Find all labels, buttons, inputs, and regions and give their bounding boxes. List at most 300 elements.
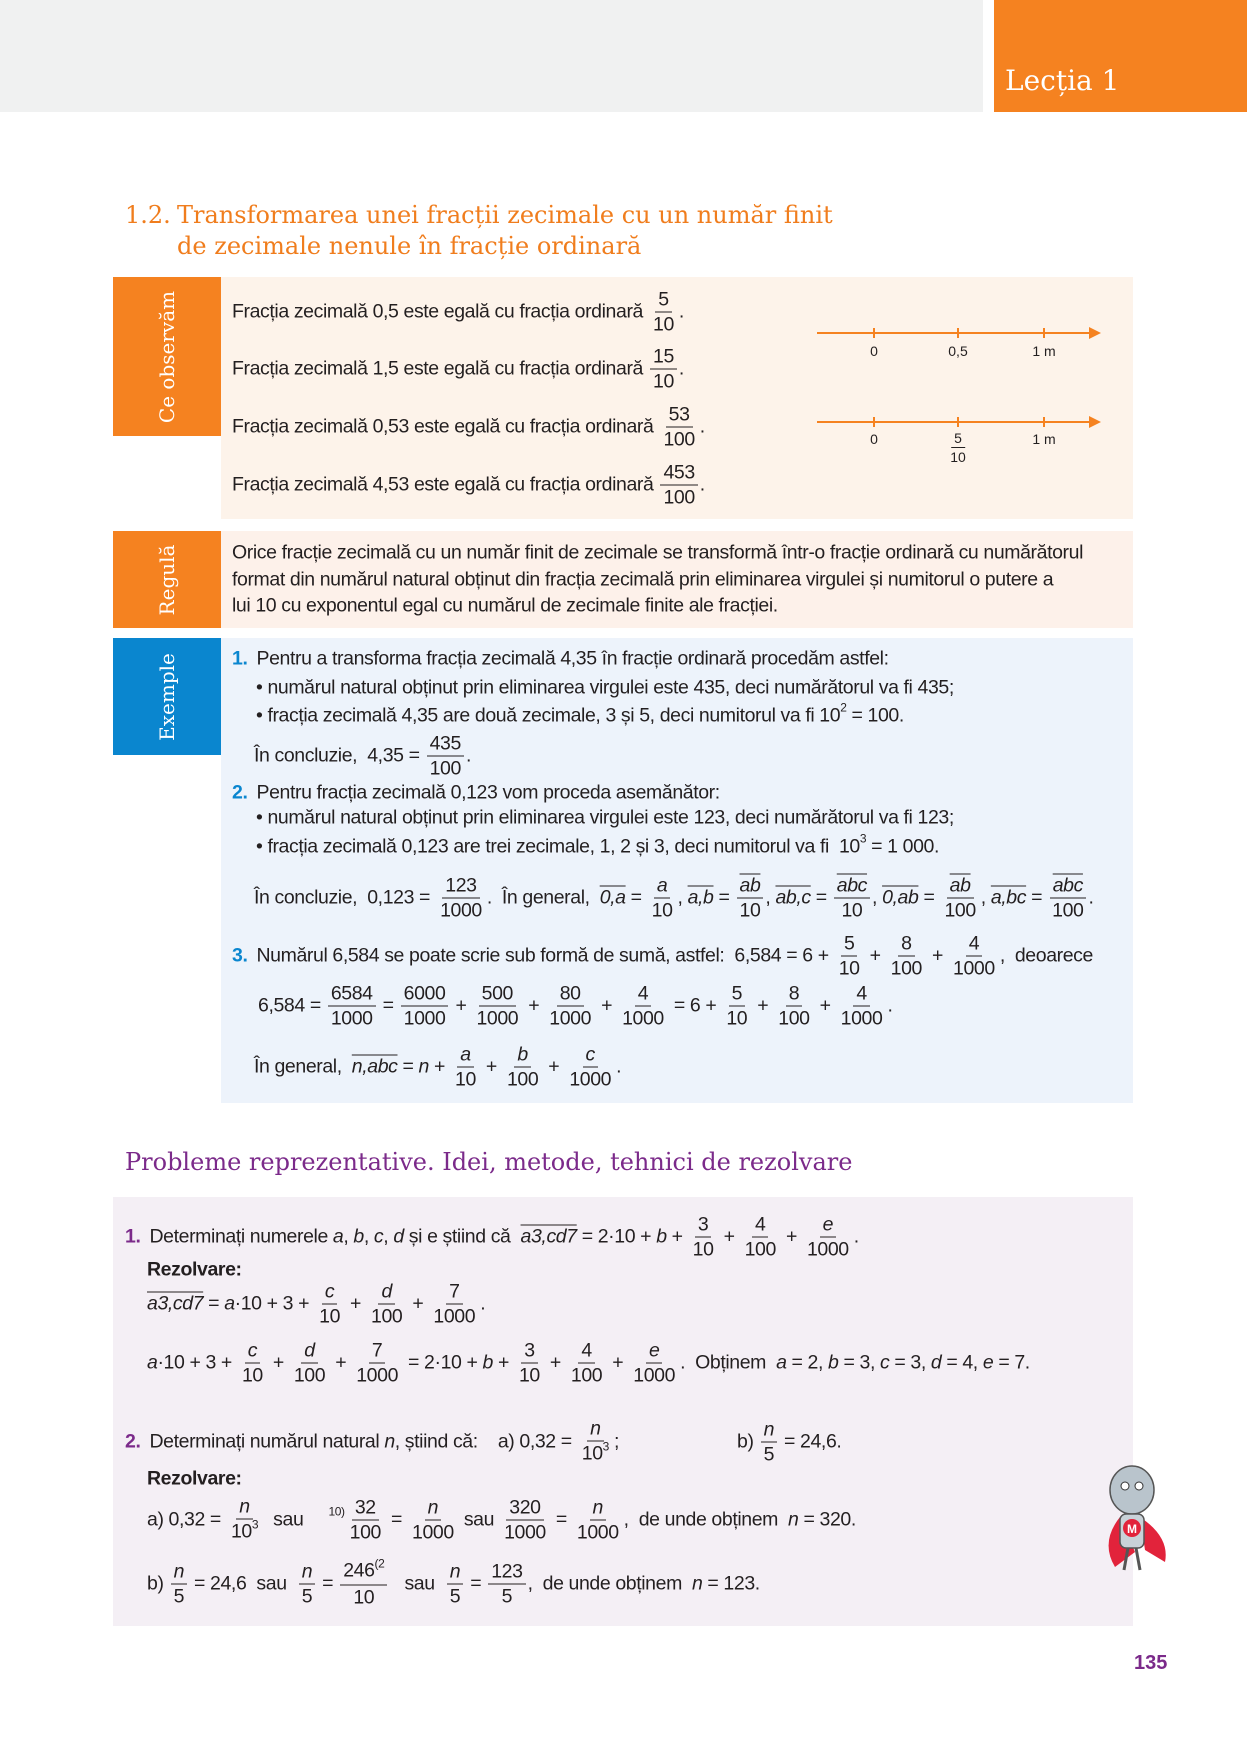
examples-tab <box>113 638 221 755</box>
variable: b <box>828 1351 839 1374</box>
variable: n <box>763 1418 775 1441</box>
text-run: 1000 <box>622 1007 664 1030</box>
text-run: 8 <box>901 932 912 955</box>
text-run: sau <box>458 1508 500 1531</box>
fraction-denominator <box>566 1068 614 1092</box>
fraction-numerator <box>299 1560 315 1585</box>
fraction-numerator <box>488 1560 525 1585</box>
fraction <box>368 1280 405 1329</box>
variable: n <box>691 1572 703 1595</box>
text-run: 10 <box>455 1068 476 1091</box>
number-line-1-label-end: 1 m <box>1032 343 1056 359</box>
fraction-denominator <box>299 1585 315 1609</box>
fraction <box>291 1339 328 1388</box>
text-run: 1000 <box>569 1068 612 1091</box>
variable: n <box>301 1560 313 1583</box>
text-run: 10 <box>518 1364 540 1387</box>
fraction <box>239 1339 266 1388</box>
fraction-numerator <box>425 1496 441 1521</box>
fraction-numerator <box>328 982 376 1007</box>
text-run: = 6 + <box>668 994 722 1017</box>
text-run: Fracția zecimală 1,5 este egală cu fracția ordinară <box>232 357 648 380</box>
examples-tab-label: Exemple <box>155 652 179 741</box>
variable: e <box>648 1339 660 1362</box>
fraction <box>650 345 677 394</box>
fraction <box>737 874 764 923</box>
text-run: = 1 000. <box>866 835 939 858</box>
solution-label: Rezolvare: <box>147 1467 242 1490</box>
text-run: + <box>450 994 472 1017</box>
fraction <box>452 1043 479 1092</box>
fraction <box>804 1213 852 1262</box>
fraction-denominator <box>316 1305 343 1329</box>
fraction-numerator <box>695 1213 711 1238</box>
tick <box>1043 417 1045 427</box>
fraction-denominator <box>737 899 764 923</box>
fraction-denominator <box>630 1364 678 1388</box>
text-run: Fracția zecimală 0,53 este egală cu fracția ordinară <box>232 415 659 438</box>
fraction-numerator <box>660 461 697 486</box>
fraction <box>566 1043 614 1092</box>
text-run: = <box>203 1292 225 1315</box>
text-run: 100 <box>663 486 695 509</box>
text-run: + <box>480 1055 502 1078</box>
fraction-denominator <box>427 757 464 781</box>
fraction-denominator <box>347 1521 384 1545</box>
text-run: + <box>267 1351 289 1374</box>
text-run: 1000 <box>412 1521 454 1544</box>
item-number: 2. <box>232 781 248 804</box>
text-run: ·10 + 3 + <box>234 1292 315 1315</box>
fraction-denominator <box>516 1364 543 1388</box>
overlined-number: $\overline{ab}$ <box>949 874 971 897</box>
variable: a <box>656 874 668 897</box>
problem-line <box>147 1495 856 1546</box>
fraction <box>447 1560 463 1609</box>
text-run: + <box>544 1351 566 1374</box>
text-run: 10 <box>319 1305 341 1328</box>
fraction-numerator <box>506 1496 543 1521</box>
fraction-numerator <box>666 403 693 428</box>
text-run: 1000 <box>576 1521 619 1544</box>
text-run: 4 <box>581 1339 592 1362</box>
number-line-1-label-half: 0,5 <box>948 343 968 359</box>
text-run: . <box>678 357 684 380</box>
fraction-denominator <box>1049 899 1086 923</box>
text-run: 10 <box>241 1364 263 1387</box>
fraction-denominator <box>368 1305 405 1329</box>
overlined-number: $\overline{abc}$ <box>1052 874 1083 897</box>
fraction-denominator <box>401 1007 449 1031</box>
variable: n <box>592 1496 603 1519</box>
variable: b <box>482 1351 493 1374</box>
overlined-number: a3,cd7 <box>147 1292 204 1315</box>
example-line <box>256 831 939 859</box>
example-line <box>232 932 1093 981</box>
mascot-icon <box>1090 1462 1175 1582</box>
text-run: 10 <box>726 1007 748 1030</box>
variable: d <box>381 1280 392 1303</box>
text-run: . <box>616 1055 622 1078</box>
fraction-denominator <box>568 1364 605 1388</box>
text-run: b) <box>737 1430 759 1453</box>
text-run: • fracția zecimală 4,35 are două zecimale, 3 și 5, deci numitorul va fi 10 <box>256 704 841 727</box>
text-run: + <box>780 1225 802 1248</box>
fraction-numerator <box>447 1560 463 1585</box>
text-run: . <box>887 994 893 1017</box>
fraction-numerator <box>521 1339 537 1364</box>
text-run: 4 <box>755 1213 766 1236</box>
fraction-denominator <box>660 486 697 510</box>
fraction-denominator <box>775 1007 812 1031</box>
fraction-denominator <box>452 1068 479 1092</box>
text-run: 1000 <box>476 1007 519 1030</box>
fraction <box>723 982 750 1031</box>
text-run: 7 <box>449 1280 460 1303</box>
number-line-2-label-mid <box>945 429 971 466</box>
fraction-numerator <box>301 1339 317 1364</box>
overlined-number: 0,a <box>599 886 626 909</box>
fraction <box>546 982 594 1031</box>
text-run: , <box>980 886 991 909</box>
fraction <box>427 732 464 781</box>
fraction <box>437 874 485 923</box>
text-run: 5 <box>843 932 855 955</box>
fraction <box>353 1339 401 1388</box>
fraction-denominator <box>546 1007 594 1031</box>
observation-line <box>232 288 684 337</box>
text-run: 100 <box>506 1068 539 1091</box>
fraction <box>888 932 925 981</box>
fraction-numerator <box>786 982 802 1007</box>
text-run: , știind că: a) 0,32 = <box>394 1430 577 1453</box>
fraction-numerator <box>635 982 651 1007</box>
fraction <box>742 1213 779 1262</box>
text-run: = <box>625 886 647 909</box>
text-run: + <box>492 1351 514 1374</box>
text-run: + <box>543 1055 565 1078</box>
text-run: 15 <box>653 345 674 368</box>
example-line <box>256 807 954 830</box>
fraction-denominator <box>350 1586 377 1610</box>
fraction-denominator <box>501 1521 549 1545</box>
text-run: , <box>677 886 688 909</box>
variable: b <box>353 1225 364 1248</box>
tick <box>1043 328 1045 338</box>
fraction-numerator <box>898 932 914 957</box>
number-line-1 <box>817 332 1097 334</box>
text-run: 53 <box>668 403 690 426</box>
variable: a <box>776 1351 787 1374</box>
text-run: În general, <box>254 1055 352 1078</box>
fraction-numerator: 5 <box>951 429 965 448</box>
text-run: 1000 <box>330 1007 373 1030</box>
variable: a <box>224 1292 235 1315</box>
text-run: 100 <box>778 1007 810 1030</box>
text-run: 5 <box>763 1443 775 1466</box>
fraction-denominator: 10 <box>950 449 966 465</box>
text-run: 10 <box>230 1520 252 1543</box>
text-run: • numărul natural obținut prin eliminarea virgulei este 435, deci numărătorul va fi 435; <box>256 676 954 699</box>
section-number: 1.2. <box>125 201 171 229</box>
text-run: 500 <box>481 982 514 1005</box>
text-run: = <box>810 886 832 909</box>
text-run: 3 <box>697 1213 709 1236</box>
fraction-denominator <box>838 1007 886 1031</box>
fraction <box>171 1560 187 1609</box>
text-run: , de unde obținem <box>527 1572 692 1595</box>
variable: c <box>247 1339 258 1362</box>
fraction-numerator <box>236 1495 252 1520</box>
text-run: 1000 <box>840 1007 883 1030</box>
text-run: 10 <box>841 899 863 922</box>
fraction <box>228 1495 261 1546</box>
text-run: 100 <box>570 1364 603 1387</box>
text-run: 123 <box>491 1560 523 1583</box>
text-run: = 24,6 sau <box>189 1572 297 1595</box>
text-run: Determinați numerele <box>144 1225 333 1248</box>
fraction-numerator <box>834 874 870 899</box>
fraction-numerator <box>841 932 857 957</box>
text-run: b) <box>147 1572 169 1595</box>
problem-line <box>147 1280 485 1329</box>
fraction-denominator <box>579 1439 612 1468</box>
text-run: , de unde obținem <box>623 1508 789 1531</box>
fraction-denominator <box>437 899 485 923</box>
section-title <box>125 200 833 262</box>
text-run: + <box>428 1055 451 1078</box>
variable: c <box>880 1351 890 1374</box>
text-run: + <box>927 944 949 967</box>
fraction <box>574 1496 622 1545</box>
example-line <box>256 677 954 700</box>
text-run: sau <box>263 1508 329 1531</box>
variable: a <box>460 1043 471 1066</box>
text-run: 10 <box>653 313 674 336</box>
problem-line <box>125 1417 619 1468</box>
text-run: 5 <box>501 1585 513 1608</box>
example-line <box>232 782 720 805</box>
fraction-denominator <box>473 1007 521 1031</box>
variable: a <box>332 1225 344 1248</box>
text-run: 10 <box>651 899 673 922</box>
text-run: 100 <box>293 1364 326 1387</box>
variable: d <box>930 1351 942 1374</box>
fraction-numerator <box>587 1417 603 1442</box>
overlined-number: 0,ab <box>882 886 919 909</box>
text-run: 100 <box>890 957 922 980</box>
text-run: + <box>345 1292 367 1315</box>
variable: n <box>418 1055 429 1078</box>
text-run: 6,584 = <box>258 994 326 1017</box>
fraction <box>340 1556 387 1610</box>
observation-line <box>232 461 705 510</box>
fraction <box>834 874 870 923</box>
overlined-number: $\overline{abc}$ <box>836 874 868 897</box>
text-run: = <box>550 1508 572 1531</box>
fraction-numerator <box>322 1280 337 1305</box>
variable: n <box>449 1560 461 1583</box>
text-run: . <box>678 300 684 323</box>
fraction-denominator <box>430 1305 478 1329</box>
text-run: ·10 + 3 + <box>157 1351 237 1374</box>
fraction <box>650 288 677 337</box>
variable: d <box>304 1339 315 1362</box>
fraction-numerator <box>557 982 584 1007</box>
text-run: 1000 <box>806 1238 849 1261</box>
fraction-numerator <box>650 345 677 370</box>
text-run: 4 <box>968 932 980 955</box>
text-run: + <box>330 1351 352 1374</box>
text-run: = 2, <box>786 1351 829 1374</box>
fraction-numerator <box>245 1339 260 1364</box>
text-run: 100 <box>663 428 695 451</box>
fraction <box>761 1418 777 1467</box>
tick <box>957 328 959 338</box>
fraction <box>649 874 676 923</box>
text-run: și e știind că <box>403 1225 521 1248</box>
fraction <box>401 982 449 1031</box>
fraction <box>328 982 376 1031</box>
problem-line <box>147 1339 1030 1388</box>
text-run: . Obținem <box>680 1351 777 1374</box>
text-run: 6000 <box>403 982 446 1005</box>
fraction-numerator <box>369 1339 385 1364</box>
fraction <box>504 1043 541 1092</box>
text-run: În concluzie, 0,123 = <box>254 886 436 909</box>
text-run: 10 <box>838 957 860 980</box>
text-run: 1000 <box>953 957 995 980</box>
fraction-numerator <box>1050 874 1086 899</box>
text-run: = 2·10 + <box>403 1351 483 1374</box>
fraction <box>1049 874 1086 923</box>
fraction-denominator <box>950 957 998 981</box>
text-run: 123 <box>445 874 477 897</box>
text-run: . <box>1088 886 1094 909</box>
text-run: , <box>383 1225 394 1248</box>
fraction-numerator <box>752 1213 768 1238</box>
fraction <box>947 429 969 466</box>
fraction-denominator <box>504 1068 541 1092</box>
fraction-denominator <box>804 1238 852 1262</box>
text-run: + <box>596 994 618 1017</box>
text-run: Numărul 6,584 se poate scrie sub formă de sumă, astfel: 6,584 = 6 + <box>251 944 834 967</box>
text-run: 100 <box>429 757 461 780</box>
text-run: = <box>317 1572 339 1595</box>
text-run: 246 <box>343 1559 375 1582</box>
fraction <box>488 1560 525 1609</box>
fraction-numerator <box>820 1213 836 1238</box>
text-run: + <box>607 1351 629 1374</box>
number-line-2 <box>817 421 1097 423</box>
problem-line <box>125 1213 859 1262</box>
fraction-denominator <box>328 1007 376 1031</box>
superscript: 3 <box>859 831 867 845</box>
text-run: 1000 <box>403 1007 446 1030</box>
overlined-number: $\overline{ab}$ <box>739 874 761 897</box>
fraction-numerator <box>401 982 449 1007</box>
fraction <box>950 932 998 981</box>
text-run: + <box>864 944 886 967</box>
overlined-number: a,b <box>687 886 714 909</box>
text-run: , deoarece <box>999 944 1093 967</box>
fraction-numerator <box>171 1560 187 1585</box>
fraction-denominator <box>228 1517 261 1546</box>
variable: c <box>373 1225 384 1248</box>
text-run: 5 <box>449 1585 461 1608</box>
fraction-numerator <box>583 1043 598 1068</box>
variable: n <box>173 1560 185 1583</box>
fraction-numerator <box>442 874 479 899</box>
text-run: 1000 <box>504 1521 546 1544</box>
fraction <box>579 1417 612 1468</box>
text-run: + <box>718 1225 740 1248</box>
fraction-numerator <box>578 1339 594 1364</box>
example-line <box>254 732 471 781</box>
observation-line <box>232 403 705 452</box>
text-run: = 7. <box>993 1351 1030 1374</box>
variable: c <box>324 1280 335 1303</box>
text-run: . <box>699 415 705 438</box>
fraction <box>630 1339 678 1388</box>
text-run: sau <box>389 1572 445 1595</box>
text-run: • numărul natural obținut prin eliminarea virgulei este 123, deci numărătorul va fi 123; <box>256 806 954 829</box>
overlined-number: a3,cd7 <box>520 1225 577 1248</box>
fraction <box>316 1280 343 1329</box>
text-run: = 3, <box>889 1351 931 1374</box>
fraction-numerator <box>457 1043 473 1068</box>
text-run: 4 <box>856 982 867 1005</box>
variable: n <box>427 1496 439 1519</box>
text-run: • fracția zecimală 0,123 are trei zecimale, 1, 2 și 3, deci numitorul va fi 10 <box>256 835 860 858</box>
fraction-numerator <box>340 1556 387 1586</box>
text-run: , <box>872 886 883 909</box>
text-run: 10 <box>581 1442 603 1465</box>
text-run: Fracția zecimală 0,5 este egală cu fracția ordinară <box>232 300 648 323</box>
text-run: 1000 <box>549 1007 592 1030</box>
variable: e <box>822 1213 834 1236</box>
variable: n <box>788 1508 799 1531</box>
text-run: Pentru a transforma fracția zecimală 4,35 în fracție ordinară procedăm astfel: <box>251 647 889 670</box>
text-run: 80 <box>559 982 581 1005</box>
text-run: = <box>918 886 940 909</box>
text-run: 32 <box>354 1496 376 1519</box>
fraction <box>347 1496 384 1545</box>
item-number: 3. <box>232 944 248 967</box>
variable: n <box>590 1417 601 1440</box>
fraction-denominator <box>574 1521 622 1545</box>
fraction-numerator <box>427 732 464 757</box>
text-run: . În general, <box>486 886 600 909</box>
text-run: = 320. <box>798 1508 856 1531</box>
text-run: Pentru fracția zecimală 0,123 vom proceda asemănător: <box>251 781 720 804</box>
fraction-denominator <box>761 1443 777 1467</box>
problem-line <box>147 1468 242 1491</box>
text-run: = <box>465 1572 487 1595</box>
fraction-numerator <box>352 1496 379 1521</box>
rule-tab-label: Regulă <box>155 544 179 615</box>
fraction-denominator <box>660 428 697 452</box>
text-run: = <box>377 994 399 1017</box>
fraction-numerator <box>514 1043 530 1068</box>
text-run: 1000 <box>440 899 482 922</box>
fraction-numerator <box>479 982 516 1007</box>
text-run: = 24,6. <box>779 1430 842 1453</box>
text-run: , <box>343 1225 354 1248</box>
text-run: 10 <box>692 1238 714 1261</box>
item-number: 1. <box>125 1225 141 1248</box>
fraction-denominator <box>690 1238 717 1262</box>
